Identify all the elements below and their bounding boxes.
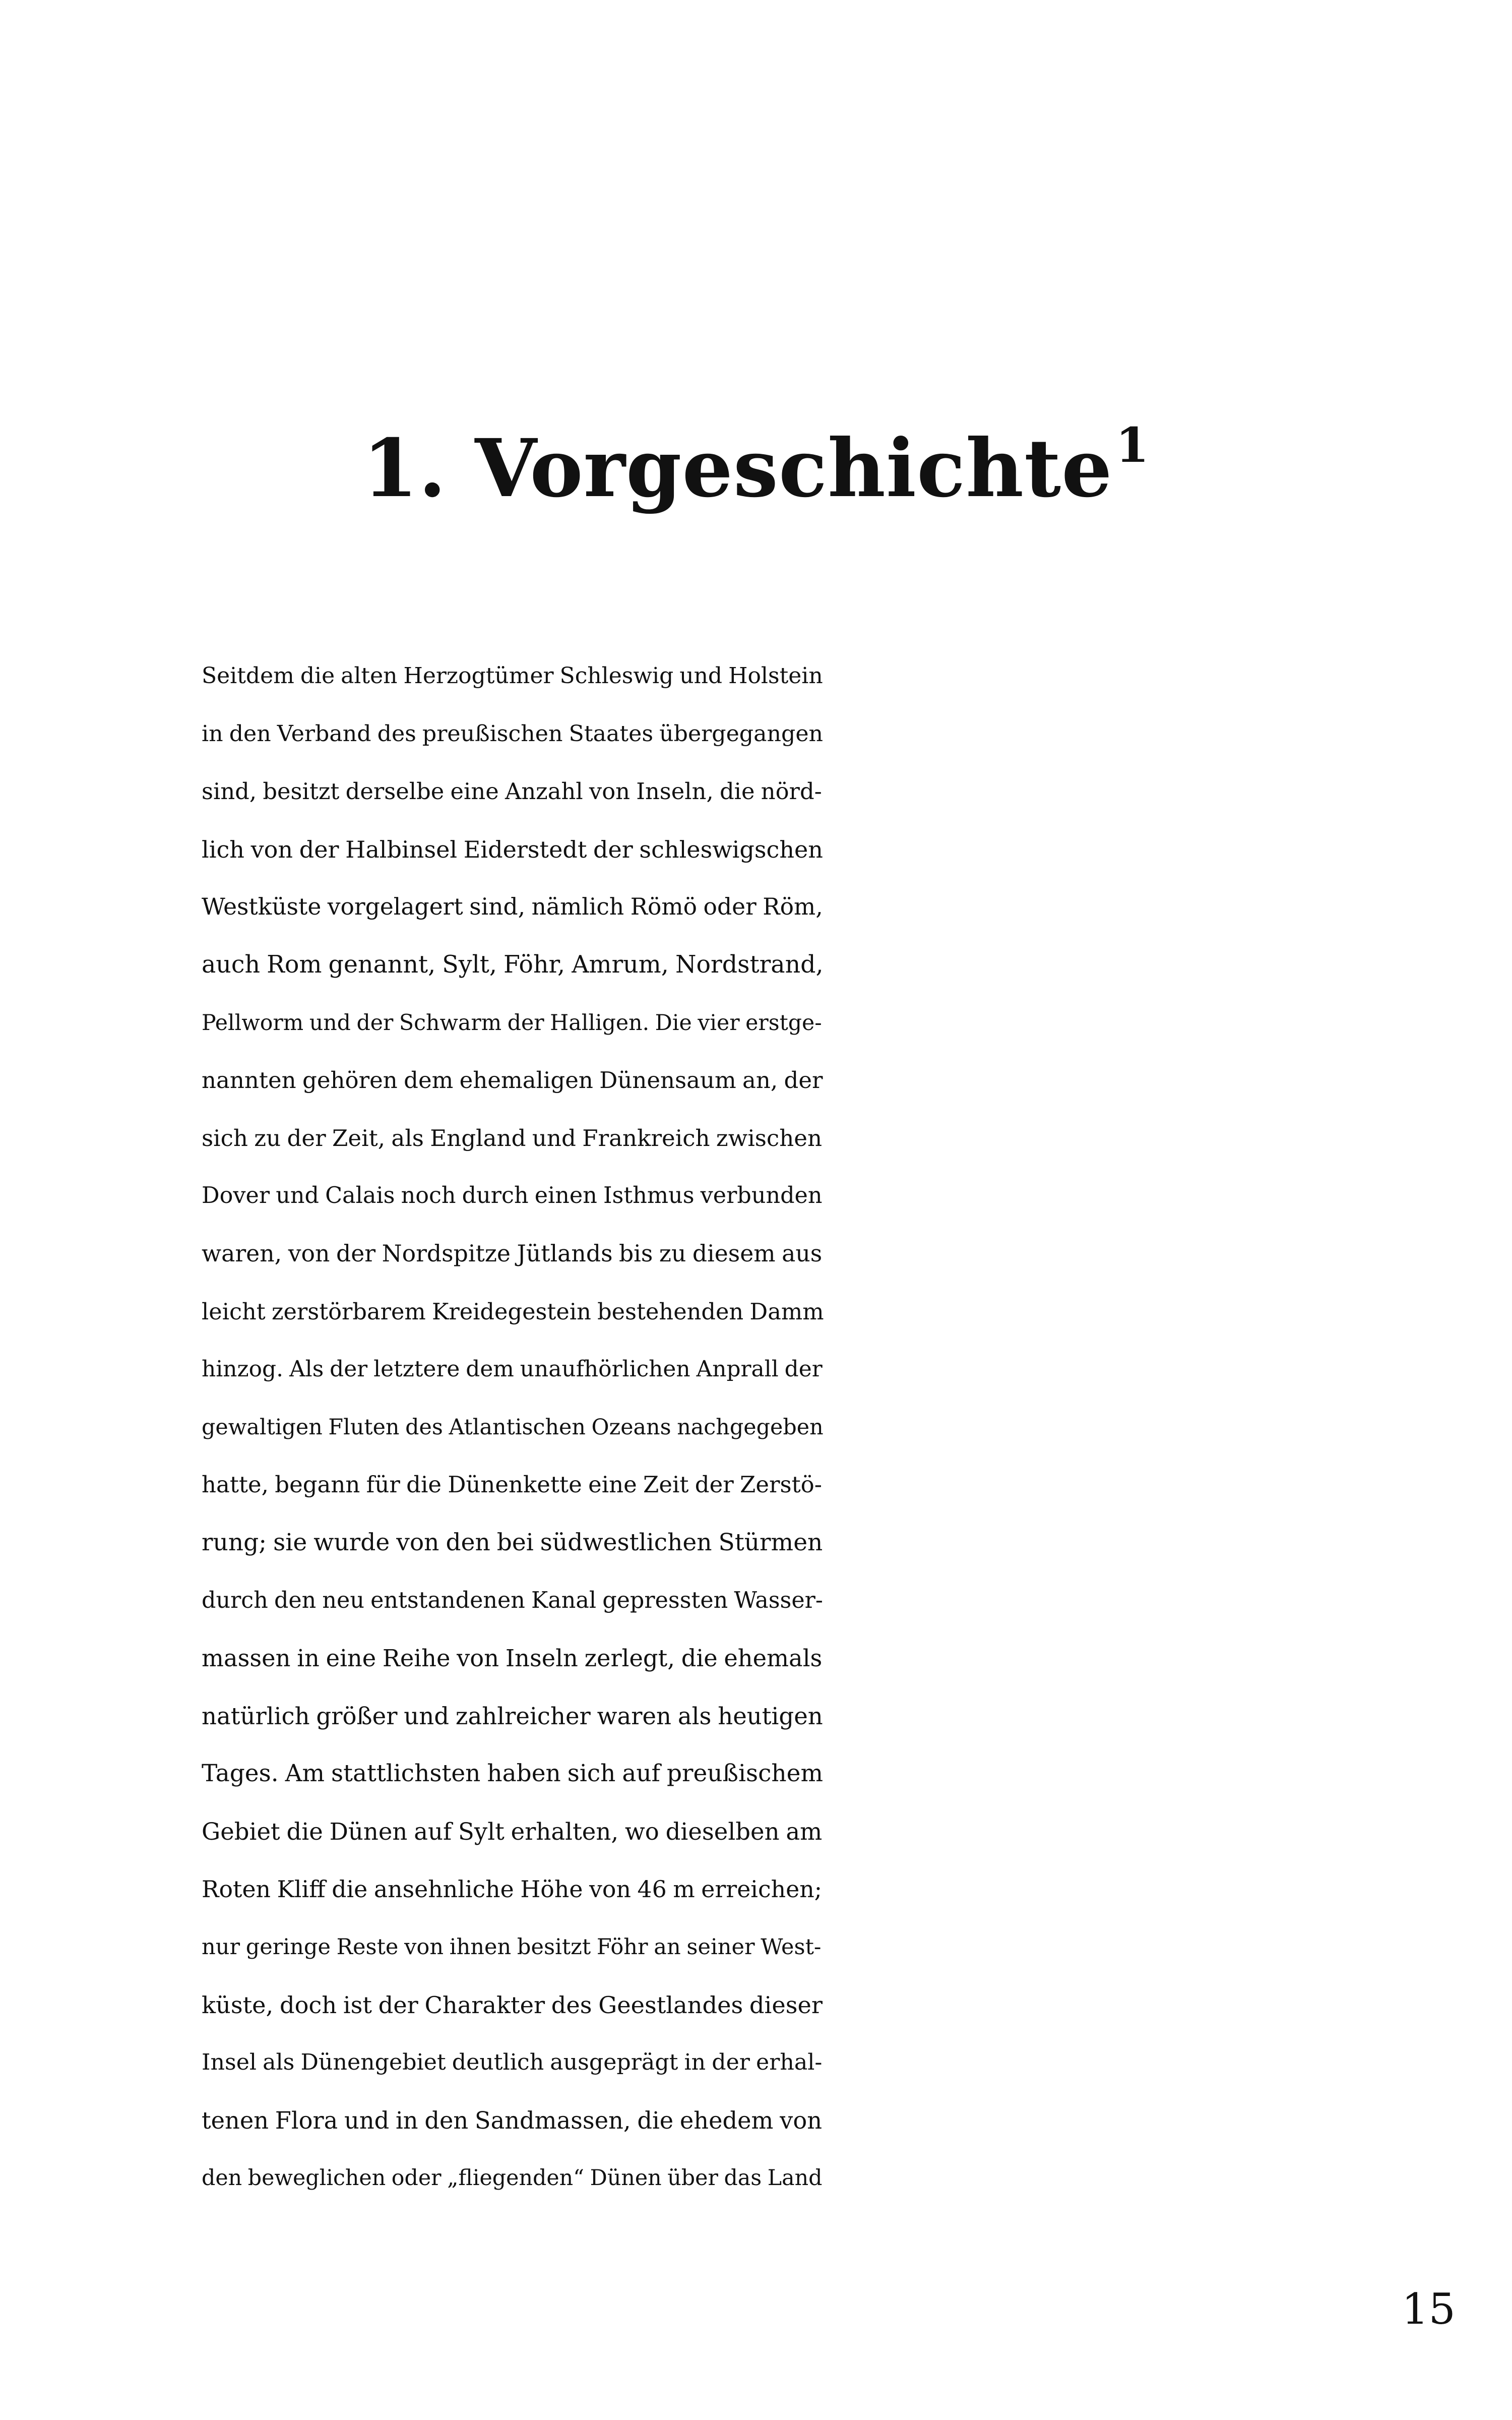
- footnote-reference: 1: [1115, 417, 1150, 473]
- text-line: massen in eine Reihe von Inseln zerlegt, die ehemals: [202, 1645, 823, 1672]
- text-line: küste, doch ist der Charakter des Geestlandes dieser: [202, 1991, 823, 2019]
- text-line: natürlich größer und zahlreicher waren als heutigen: [202, 1702, 823, 1730]
- text-line: Gebiet die Dünen auf Sylt erhalten, wo dieselben am: [202, 1818, 823, 1845]
- text-line: Tages. Am stattlichsten haben sich auf preußischem: [202, 1760, 824, 1788]
- text-line: waren, von der Nordspitze Jütlands bis zu diesem aus: [202, 1240, 823, 1267]
- text-line: Dover und Calais noch durch einen Isthmus verbunden: [202, 1183, 823, 1209]
- text-line: Seitdem die alten Herzogtümer Schleswig und Holstein: [202, 663, 823, 689]
- text-line: hinzog. Als der letztere dem unaufhörlichen Anprall der: [202, 1356, 823, 1382]
- text-line: in den Verband des preußischen Staates übergegangen: [202, 720, 824, 747]
- text-line: nannten gehören dem ehemaligen Dünensaum an, der: [202, 1067, 823, 1094]
- text-line: lich von der Halbinsel Eiderstedt der schleswigschen: [202, 835, 823, 863]
- text-line: gewaltigen Fluten des Atlantischen Ozeans nachgegeben: [202, 1414, 824, 1440]
- text-line: leicht zerstörbarem Kreidegestein bestehenden Damm: [202, 1298, 824, 1325]
- text-line: nur geringe Reste von ihnen besitzt Föhr an seiner West-: [202, 1934, 822, 1960]
- text-line: den beweglichen oder „fliegenden“ Dünen über das Land: [202, 2165, 823, 2191]
- text-line: Roten Kliff die ansehnliche Höhe von 46 m erreichen;: [202, 1876, 823, 1903]
- text-line: Insel als Dünengebiet deutlich ausgeprägt in der erhal-: [202, 2049, 823, 2076]
- text-line: sind, besitzt derselbe eine Anzahl von Inseln, die nörd-: [202, 778, 822, 805]
- chapter-title-text: 1. Vorgeschichte: [362, 422, 1113, 515]
- text-line: hatte, begann für die Dünenkette eine Zeit der Zerstö-: [202, 1471, 822, 1498]
- text-line: Pellworm und der Schwarm der Halligen. Die vier erstge-: [202, 1010, 822, 1036]
- text-line: Westküste vorgelagert sind, nämlich Römö oder Röm,: [202, 893, 823, 921]
- page-number: 15: [1402, 2284, 1456, 2334]
- chapter-title: [0, 418, 1512, 519]
- text-line: durch den neu entstandenen Kanal gepressten Wasser-: [202, 1587, 823, 1613]
- text-line: tenen Flora und in den Sandmassen, die ehedem von: [202, 2106, 823, 2134]
- body-text: [202, 647, 1457, 2207]
- text-line: rung; sie wurde von den bei südwestlichen Stürmen: [202, 1528, 823, 1556]
- text-line: auch Rom genannt, Sylt, Föhr, Amrum, Nordstrand,: [202, 950, 824, 979]
- text-line: sich zu der Zeit, als England und Frankreich zwischen: [202, 1124, 823, 1152]
